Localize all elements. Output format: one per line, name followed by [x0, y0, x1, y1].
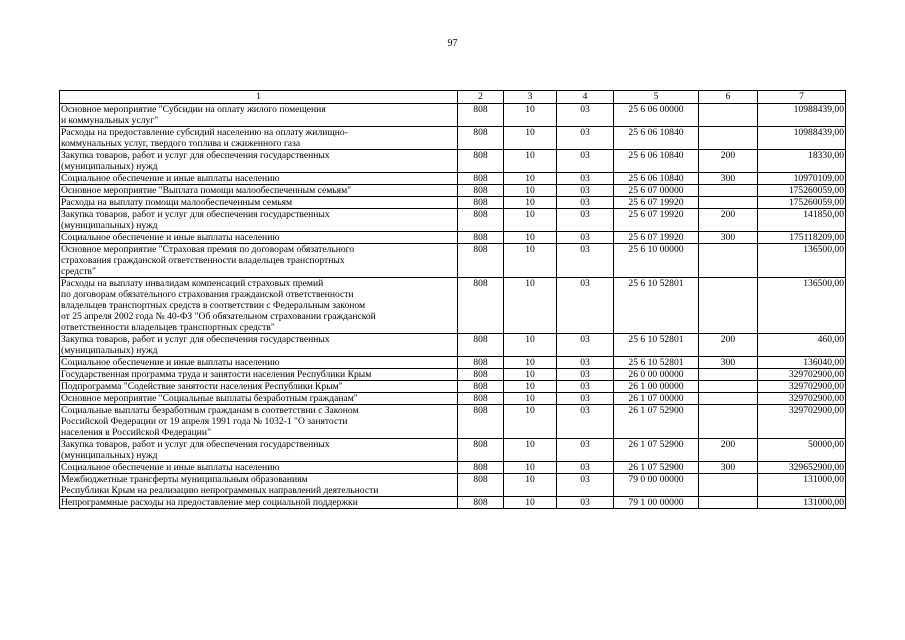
row-vr: 300	[699, 462, 758, 474]
budget-table	[59, 90, 846, 509]
table-row	[60, 405, 846, 439]
row-ved: 808	[458, 405, 504, 439]
row-ved: 808	[458, 439, 504, 462]
row-pr: 03	[557, 393, 614, 405]
row-sum: 175260059,00	[758, 185, 846, 197]
row-vr	[699, 104, 758, 127]
page-number: 97	[447, 38, 458, 49]
row-rz: 10	[504, 462, 557, 474]
table-row	[60, 127, 846, 150]
row-pr: 03	[557, 474, 614, 497]
row-pr: 03	[557, 381, 614, 393]
row-csr: 25 6 10 52801	[614, 357, 699, 369]
row-name: Межбюджетные трансферты муниципальным образованиям Республики Крым на реализацию непрограммных направлений деятельности	[60, 474, 458, 497]
row-csr: 25 6 07 19920	[614, 232, 699, 244]
row-sum: 141850,00	[758, 209, 846, 232]
row-rz: 10	[504, 104, 557, 127]
row-name: Закупка товаров, работ и услуг для обеспечения государственных (муниципальных) нужд	[60, 150, 458, 173]
row-pr: 03	[557, 209, 614, 232]
row-pr: 03	[557, 244, 614, 278]
row-vr	[699, 185, 758, 197]
table-row	[60, 150, 846, 173]
row-vr: 300	[699, 232, 758, 244]
row-rz: 10	[504, 185, 557, 197]
row-ved: 808	[458, 393, 504, 405]
row-sum: 329702900,00	[758, 369, 846, 381]
row-sum: 50000,00	[758, 439, 846, 462]
row-sum: 175260059,00	[758, 197, 846, 209]
row-csr: 25 6 07 00000	[614, 185, 699, 197]
header-rz: 3	[504, 91, 557, 104]
table-row	[60, 244, 846, 278]
row-rz: 10	[504, 474, 557, 497]
row-rz: 10	[504, 278, 557, 334]
row-pr: 03	[557, 150, 614, 173]
row-pr: 03	[557, 405, 614, 439]
row-name: Расходы на выплату инвалидам компенсаций страховых премий по договорам обязательного страхования гражданской ответственности владельцев транспортных средств в соответствии с Федеральным законом от 25 апреля 2002 года № 40-ФЗ "Об обязательном страховании гражданской ответственности владельцев транспортных средств"	[60, 278, 458, 334]
header-sum: 7	[758, 91, 846, 104]
row-sum: 10988439,00	[758, 127, 846, 150]
row-pr: 03	[557, 197, 614, 209]
row-rz: 10	[504, 334, 557, 357]
row-vr	[699, 405, 758, 439]
row-csr: 25 6 07 19920	[614, 209, 699, 232]
table-row	[60, 381, 846, 393]
row-vr	[699, 197, 758, 209]
row-csr: 79 1 00 00000	[614, 497, 699, 509]
table-row	[60, 173, 846, 185]
row-csr: 25 6 10 00000	[614, 244, 699, 278]
row-name: Социальное обеспечение и иные выплаты населению	[60, 357, 458, 369]
row-csr: 25 6 10 52801	[614, 278, 699, 334]
table-row	[60, 369, 846, 381]
row-ved: 808	[458, 474, 504, 497]
row-csr: 25 6 07 19920	[614, 197, 699, 209]
table-row	[60, 209, 846, 232]
row-rz: 10	[504, 127, 557, 150]
row-vr	[699, 244, 758, 278]
row-name: Основное мероприятие "Выплата помощи малообеспеченным семьям"	[60, 185, 458, 197]
row-ved: 808	[458, 173, 504, 185]
row-csr: 25 6 06 10840	[614, 127, 699, 150]
row-ved: 808	[458, 127, 504, 150]
header-name: 1	[60, 91, 458, 104]
row-rz: 10	[504, 197, 557, 209]
row-vr	[699, 474, 758, 497]
row-sum: 136500,00	[758, 244, 846, 278]
row-name: Закупка товаров, работ и услуг для обеспечения государственных (муниципальных) нужд	[60, 209, 458, 232]
row-sum: 10970109,00	[758, 173, 846, 185]
row-sum: 329702900,00	[758, 381, 846, 393]
row-name: Социальные выплаты безработным гражданам в соответствии с Законом Российской Федерации от 19 апреля 1991 года № 1032-1 "О занятости населения в Российской Федерации"	[60, 405, 458, 439]
row-rz: 10	[504, 357, 557, 369]
row-csr: 26 1 07 52900	[614, 462, 699, 474]
row-ved: 808	[458, 278, 504, 334]
row-name: Подпрограмма "Содействие занятости населения Республики Крым"	[60, 381, 458, 393]
row-pr: 03	[557, 497, 614, 509]
row-sum: 10988439,00	[758, 104, 846, 127]
table-row	[60, 232, 846, 244]
row-sum: 136500,00	[758, 278, 846, 334]
row-sum: 131000,00	[758, 474, 846, 497]
row-sum: 136040,00	[758, 357, 846, 369]
header-vr: 6	[699, 91, 758, 104]
row-csr: 26 1 00 00000	[614, 381, 699, 393]
row-ved: 808	[458, 244, 504, 278]
row-csr: 26 1 07 52900	[614, 405, 699, 439]
row-vr	[699, 497, 758, 509]
row-name: Социальное обеспечение и иные выплаты населению	[60, 232, 458, 244]
row-ved: 808	[458, 334, 504, 357]
row-name: Социальное обеспечение и иные выплаты населению	[60, 462, 458, 474]
row-name: Закупка товаров, работ и услуг для обеспечения государственных (муниципальных) нужд	[60, 334, 458, 357]
row-rz: 10	[504, 439, 557, 462]
row-csr: 25 6 10 52801	[614, 334, 699, 357]
row-ved: 808	[458, 369, 504, 381]
table-row	[60, 334, 846, 357]
row-pr: 03	[557, 369, 614, 381]
row-vr	[699, 381, 758, 393]
row-ved: 808	[458, 209, 504, 232]
row-name: Основное мероприятие "Субсидии на оплату жилого помещения и коммунальных услуг"	[60, 104, 458, 127]
row-sum: 18330,00	[758, 150, 846, 173]
row-pr: 03	[557, 462, 614, 474]
row-vr	[699, 393, 758, 405]
row-csr: 26 0 00 00000	[614, 369, 699, 381]
row-vr: 200	[699, 334, 758, 357]
row-ved: 808	[458, 357, 504, 369]
row-ved: 808	[458, 232, 504, 244]
row-csr: 79 0 00 00000	[614, 474, 699, 497]
table-row	[60, 185, 846, 197]
row-pr: 03	[557, 357, 614, 369]
row-pr: 03	[557, 232, 614, 244]
row-vr: 300	[699, 357, 758, 369]
row-rz: 10	[504, 381, 557, 393]
row-ved: 808	[458, 497, 504, 509]
row-sum: 460,00	[758, 334, 846, 357]
row-csr: 25 6 06 10840	[614, 173, 699, 185]
row-ved: 808	[458, 185, 504, 197]
table-row	[60, 104, 846, 127]
row-vr	[699, 369, 758, 381]
row-sum: 329702900,00	[758, 393, 846, 405]
row-csr: 26 1 07 52900	[614, 439, 699, 462]
row-sum: 175118209,00	[758, 232, 846, 244]
table-row	[60, 497, 846, 509]
row-ved: 808	[458, 462, 504, 474]
table-row	[60, 278, 846, 334]
row-rz: 10	[504, 497, 557, 509]
row-ved: 808	[458, 381, 504, 393]
row-rz: 10	[504, 393, 557, 405]
row-vr: 200	[699, 439, 758, 462]
row-pr: 03	[557, 334, 614, 357]
row-csr: 26 1 07 00000	[614, 393, 699, 405]
row-pr: 03	[557, 185, 614, 197]
row-csr: 25 6 06 00000	[614, 104, 699, 127]
row-name: Непрограммные расходы на предоставление мер социальной поддержки	[60, 497, 458, 509]
row-pr: 03	[557, 173, 614, 185]
row-ved: 808	[458, 197, 504, 209]
row-pr: 03	[557, 104, 614, 127]
table-row	[60, 439, 846, 462]
row-name: Закупка товаров, работ и услуг для обеспечения государственных (муниципальных) нужд	[60, 439, 458, 462]
row-pr: 03	[557, 439, 614, 462]
row-vr: 200	[699, 209, 758, 232]
row-vr	[699, 278, 758, 334]
header-row	[60, 91, 846, 104]
row-rz: 10	[504, 173, 557, 185]
row-name: Основное мероприятие "Социальные выплаты безработным гражданам"	[60, 393, 458, 405]
row-name: Расходы на выплату помощи малообеспеченным семьям	[60, 197, 458, 209]
table-row	[60, 474, 846, 497]
table-row	[60, 393, 846, 405]
row-name: Социальное обеспечение и иные выплаты населению	[60, 173, 458, 185]
row-rz: 10	[504, 405, 557, 439]
table-row	[60, 357, 846, 369]
row-rz: 10	[504, 369, 557, 381]
row-ved: 808	[458, 150, 504, 173]
row-rz: 10	[504, 209, 557, 232]
row-rz: 10	[504, 244, 557, 278]
row-ved: 808	[458, 104, 504, 127]
row-sum: 329702900,00	[758, 405, 846, 439]
header-ved: 2	[458, 91, 504, 104]
table-row	[60, 197, 846, 209]
row-vr	[699, 127, 758, 150]
row-name: Основное мероприятие "Страховая премия по договорам обязательного страхования гражданской ответственности владельцев транспортных средств"	[60, 244, 458, 278]
row-rz: 10	[504, 150, 557, 173]
row-rz: 10	[504, 232, 557, 244]
row-vr: 200	[699, 150, 758, 173]
row-vr: 300	[699, 173, 758, 185]
row-name: Государственная программа труда и занятости населения Республики Крым	[60, 369, 458, 381]
row-pr: 03	[557, 127, 614, 150]
header-csr: 5	[614, 91, 699, 104]
header-pr: 4	[557, 91, 614, 104]
row-csr: 25 6 06 10840	[614, 150, 699, 173]
row-name: Расходы на предоставление субсидий населению на оплату жилищно- коммунальных услуг, твердого топлива и сжиженного газа	[60, 127, 458, 150]
row-sum: 131000,00	[758, 497, 846, 509]
row-pr: 03	[557, 278, 614, 334]
table-row	[60, 462, 846, 474]
row-sum: 329652900,00	[758, 462, 846, 474]
